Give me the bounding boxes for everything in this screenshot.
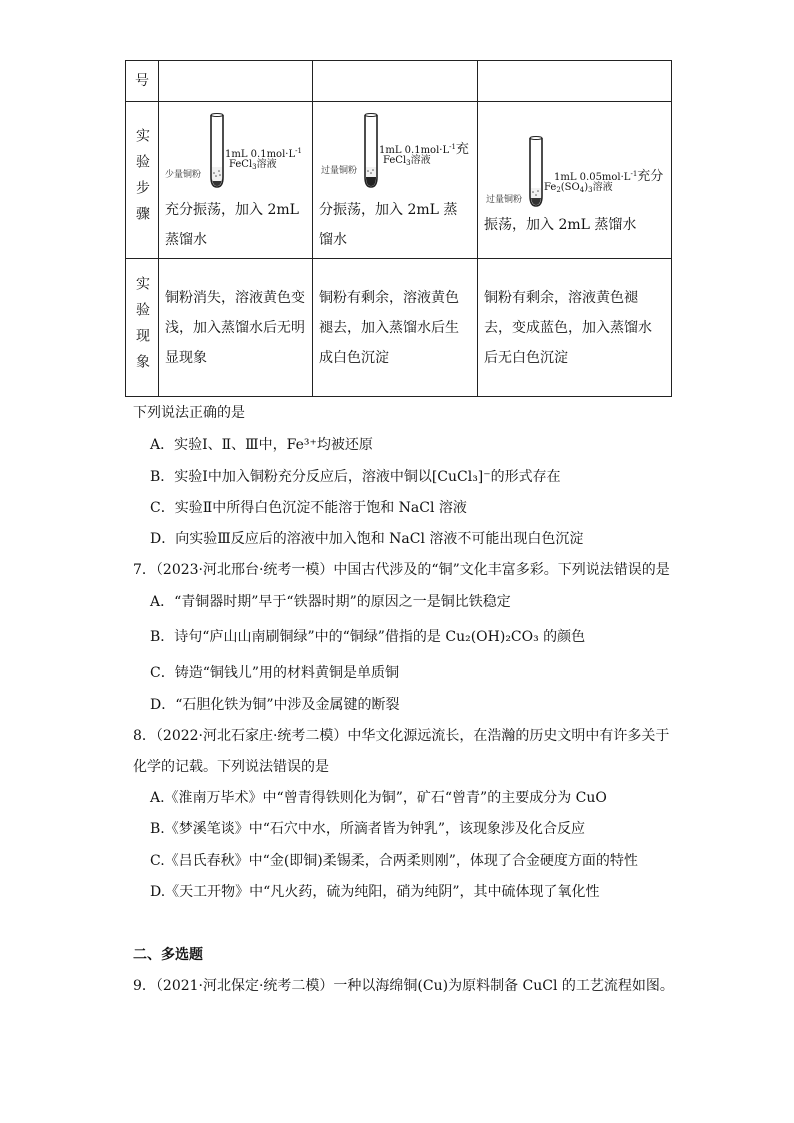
q7-option-c: C．铸造“铜钱儿”用的材料黄铜是单质铜 xyxy=(150,665,400,681)
q6-option-d: D．向实验Ⅲ反应后的溶液中加入饱和 NaCl 溶液不可能出现白色沉淀 xyxy=(150,531,584,547)
exp1-steps-text: 充分振荡，加入 2mL 蒸馏水 xyxy=(165,202,299,248)
row-header-steps xyxy=(126,102,159,259)
exp1-powder-label: 少量铜粉 xyxy=(165,170,202,180)
q7-option-d: D．“石胆化铁为铜”中涉及金属键的断裂 xyxy=(150,697,400,713)
exp2-observation-cell xyxy=(313,259,478,397)
q8-option-a: A.《淮南万毕术》中“曾青得铁则化为铜”，矿石“曾青”的主要成分为 CuO xyxy=(150,790,607,806)
exp1-diagram xyxy=(159,109,312,195)
exp3-solution-label: $Fe_2(SO_4)_3$溶液 xyxy=(544,182,613,194)
exp1-observation-text: 铜粉消失，溶液黄色变浅，加入蒸馏水后无明显现象 xyxy=(165,289,305,366)
exp3-observation-text: 铜粉有剩余，溶液黄色褪去，变成蓝色，加入蒸馏水后无白色沉淀 xyxy=(484,289,652,366)
q8-stem-line1: 8．（2022·河北石家庄·统考二模）中华文化源远流长，在浩瀚的历史文明中有许多关于 xyxy=(133,728,670,744)
row-header-number: 号 xyxy=(126,61,159,102)
q9-stem: 9．（2021·河北保定·统考二模）一种以海绵铜(Cu)为原料制备 CuCl 的工艺流程如图。 xyxy=(133,978,674,994)
exp1-steps-cell xyxy=(159,102,313,259)
exp3-steps-text: 振荡，加入 2mL 蒸馏水 xyxy=(484,217,637,233)
table-row-steps xyxy=(126,102,672,259)
q7-option-a: A．“青铜器时期”早于“铁器时期”的原因之一是铜比铁稳定 xyxy=(150,594,511,610)
experiment-table xyxy=(125,60,672,397)
row-header-observations xyxy=(126,259,159,397)
exp2-powder-label: 过量铜粉 xyxy=(321,166,358,176)
q8-option-c: C.《吕氏春秋》中“金(即铜)柔锡柔，合两柔则刚”，体现了合金硬度方面的特性 xyxy=(150,853,638,869)
q6-stem: 下列说法正确的是 xyxy=(133,405,245,421)
q8-stem-line2: 化学的记载。下列说法错误的是 xyxy=(133,759,329,775)
exp1-observation-cell xyxy=(159,259,313,397)
exp1-conc-label: 1mL $0.1mol\cdot L^{-1}$ xyxy=(225,147,302,160)
q6-option-b: B．实验Ⅰ中加入铜粉充分反应后，溶液中铜以[CuCl₃]⁻的形式存在 xyxy=(150,469,561,485)
q8-option-b: B.《梦溪笔谈》中“石穴中水，所滴者皆为钟乳”，该现象涉及化合反应 xyxy=(150,821,586,837)
exp3-steps-cell xyxy=(478,102,672,259)
q6-option-c: C．实验Ⅱ中所得白色沉淀不能溶于饱和 NaCl 溶液 xyxy=(150,500,467,516)
exp2-observation-text: 铜粉有剩余，溶液黄色褪去，加入蒸馏水后生成白色沉淀 xyxy=(319,289,459,366)
q8-option-d: D.《天工开物》中“凡火药，硫为纯阳，硝为纯阴”，其中硫体现了氧化性 xyxy=(150,884,600,900)
exp2-steps-text: 分振荡，加入 2mL 蒸馏水 xyxy=(319,202,458,248)
q7-stem: 7．（2023·河北邢台·统考一模）中国古代涉及的“铜”文化丰富多彩。下列说法错误的是 xyxy=(133,562,670,578)
exp3-diagram xyxy=(478,124,671,210)
row-header-observations-text: 实验现象 xyxy=(134,275,150,380)
row-header-steps-text: 实验步骤 xyxy=(134,128,150,232)
exp3-powder-label: 过量铜粉 xyxy=(486,195,523,205)
exp2-solution-label: FeCl$_3$溶液 xyxy=(383,155,431,167)
q7-option-b: B．诗句“庐山山南刷铜绿”中的“铜绿”借指的是 Cu₂(OH)₂CO₃ 的颜色 xyxy=(150,629,586,645)
q6-option-a: A．实验Ⅰ、Ⅱ、Ⅲ中，Fe³⁺均被还原 xyxy=(150,437,373,453)
exp1-solution-label: FeCl$_3$溶液 xyxy=(229,159,277,171)
table-row-observations xyxy=(126,259,672,397)
exp2-diagram xyxy=(313,109,477,195)
exp2-conc-label: 1mL $0.1mol\cdot L^{-1}$充 xyxy=(379,142,469,157)
exp3-conc-label: 1mL $0.05mol\cdot L^{-1}$充分 xyxy=(554,169,664,184)
table-row-number xyxy=(126,61,672,102)
exp3-observation-cell xyxy=(478,259,672,397)
exp2-steps-cell xyxy=(313,102,478,259)
section-title: 二、多选题 xyxy=(133,947,203,963)
